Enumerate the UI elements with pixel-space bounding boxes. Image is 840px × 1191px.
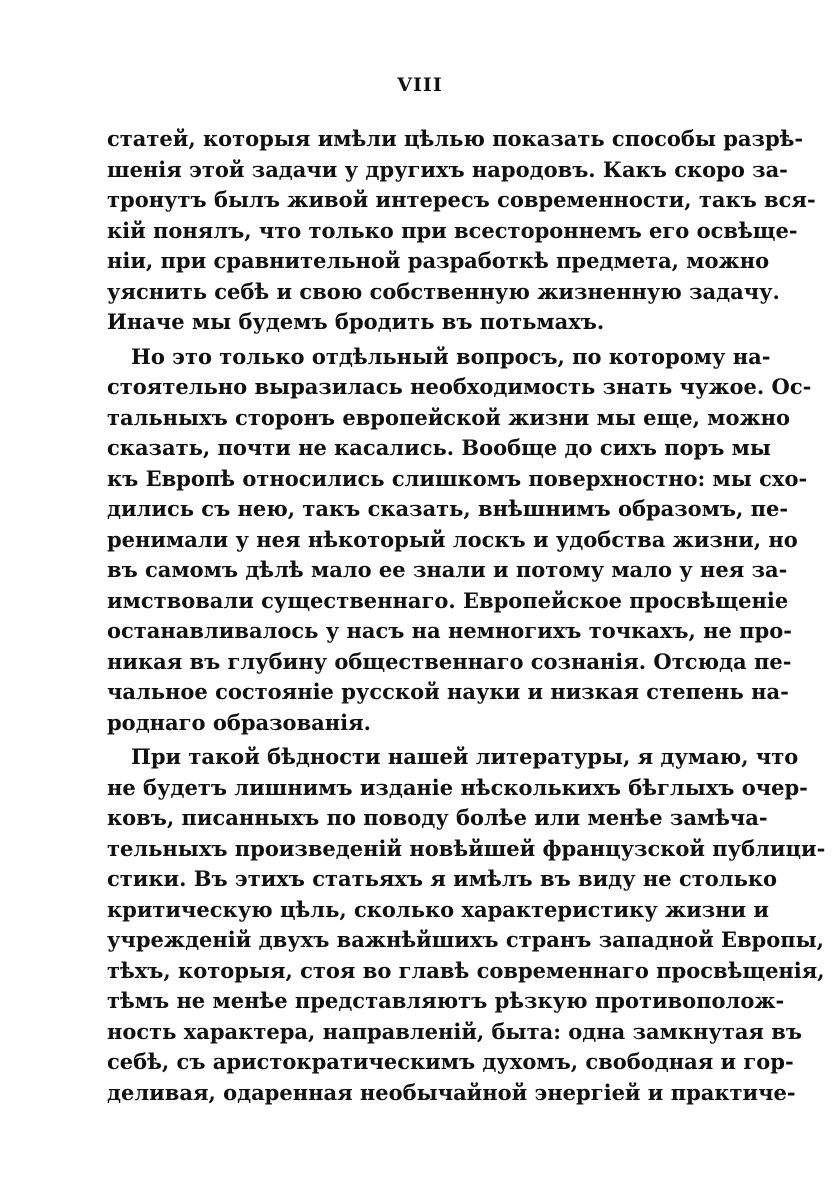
text-line: тронутъ былъ живой интересъ современности, такъ вся- (107, 187, 816, 212)
text-line: деливая, одаренная необычайной энергіей и практиче- (107, 1079, 796, 1105)
text-line: сказать, почти не касались. Вообще до сихъ поръ мы (107, 435, 771, 460)
text-line: тельныхъ произведеній новѣйшей французской публици- (107, 835, 826, 861)
text-line: чальное состояніе русской науки и низкая степень на- (107, 679, 789, 704)
text-line: тальныхъ сторонъ европейской жизни мы еще, можно (107, 404, 791, 430)
text-line: При такой бѣдности нашей литературы, я думаю, что (131, 744, 799, 769)
text-line: роднаго образованія. (107, 709, 371, 735)
text-line: ренимали у нея нѣкоторый лоскъ и удобства жизни, но (107, 526, 798, 552)
text-line: шенія этой задачи у другихъ народовъ. Какъ скоро за- (107, 156, 788, 182)
text-line: ніи, при сравнительной разработкѣ предмета, можно (107, 248, 770, 273)
text-line: себѣ, съ аристократическимъ духомъ, свободная и гор- (107, 1049, 794, 1074)
text-line: къ Европѣ относились слишкомъ поверхностно: мы схо- (107, 465, 808, 491)
text-line: тѣмъ не менѣе представляютъ рѣзкую противополож- (107, 988, 785, 1013)
body-text (107, 124, 826, 1108)
text-line: дились съ нею, такъ сказать, внѣшнимъ образомъ, пе- (107, 496, 789, 521)
text-line: ковъ, писанныхъ по поводу болѣе или менѣе замѣча- (107, 805, 768, 830)
text-line: никая въ глубину общественнаго сознанія. Отсюда пе- (107, 648, 792, 674)
text-line: уяснить себѣ и свою собственную жизненную задачу. (107, 278, 780, 304)
text-line: Иначе мы будемъ бродить въ потьмахъ. (107, 309, 605, 334)
text-line: въ самомъ дѣлѣ мало ее знали и потому мало у нея за- (107, 557, 788, 582)
text-line: статей, которыя имѣли цѣлью показать способы разрѣ- (107, 126, 804, 151)
text-line: имствовали существеннаго. Европейское просвѣщеніе (107, 587, 789, 613)
text-line: критическую цѣль, сколько характеристику жизни и (107, 896, 769, 922)
page-number: VIII (397, 74, 443, 96)
text-line: Но это только отдѣльный вопросъ, по которому на- (131, 343, 771, 369)
text-line: стики. Въ этихъ статьяхъ я имѣлъ въ виду не столько (107, 866, 777, 891)
text-line: останавливалось у насъ на немногихъ точкахъ, не про- (107, 618, 792, 643)
text-line: стоятельно выразилась необходимость знать чужое. Ос- (107, 374, 812, 399)
text-line: кій понялъ, что только при всестороннемъ его освѣще- (107, 217, 798, 243)
text-line: тѣхъ, которыя, стоя во главѣ современнаго просвѣщенія, (107, 957, 825, 983)
text-line: ность характера, направленій, быта: одна замкнутая въ (107, 1018, 802, 1044)
text-line: не будетъ лишнимъ изданіе нѣсколькихъ бѣглыхъ очер- (107, 774, 808, 800)
text-line: учрежденій двухъ важнѣйшихъ странъ западной Европы, (107, 927, 824, 952)
